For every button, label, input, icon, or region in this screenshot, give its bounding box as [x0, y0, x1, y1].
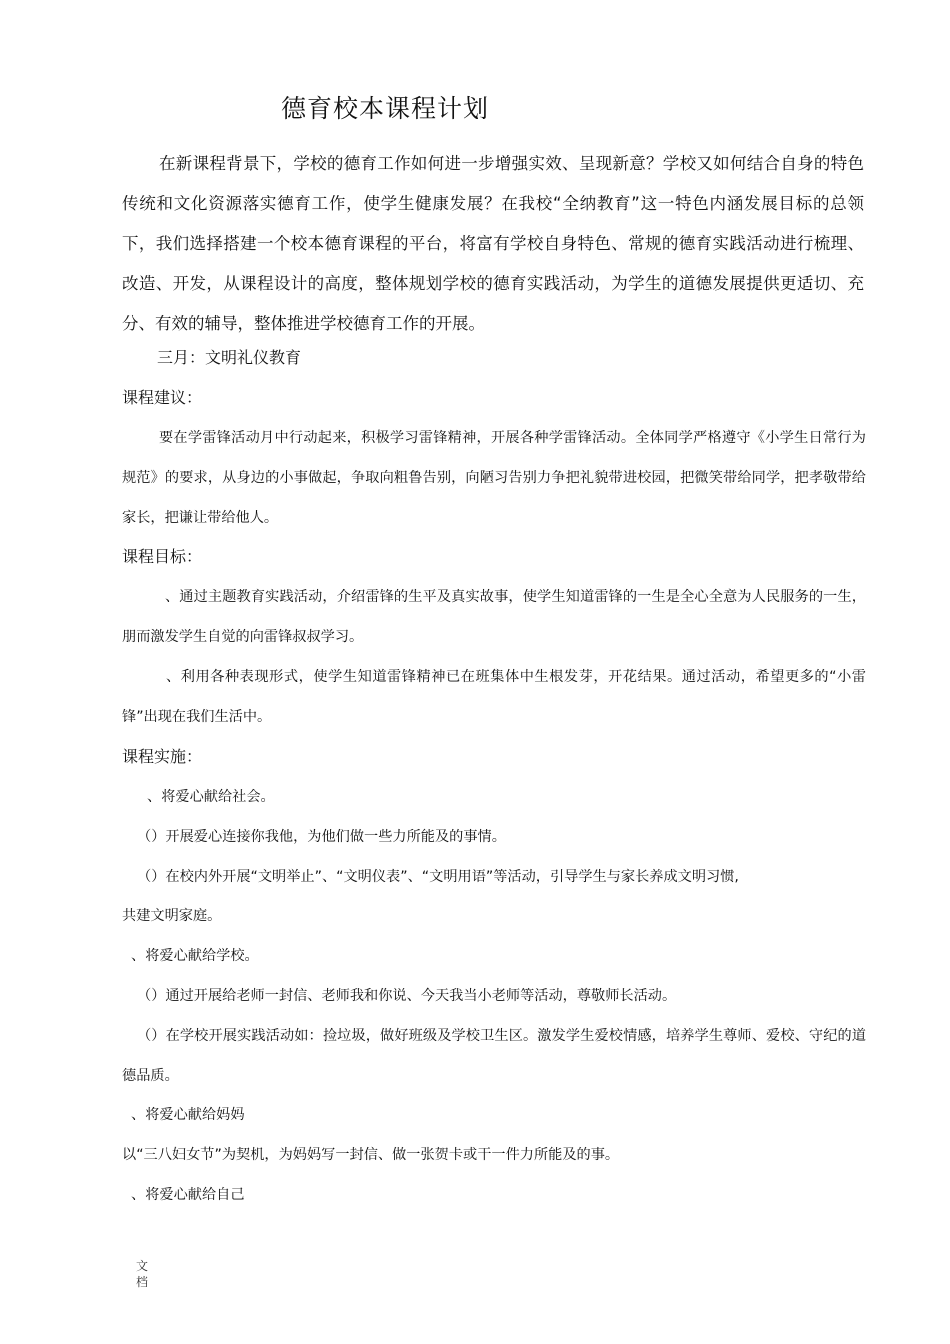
- footer-mark: 文档: [136, 1259, 149, 1289]
- impl-item-3-a: 以“三八妇女节”为契机，为妈妈写一封信、做一张贺卡或干一件力所能及的事。: [122, 1147, 620, 1163]
- suggestion-heading: 课程建议：: [122, 388, 203, 407]
- impl-item-1-b-continued: 共建文明家庭。: [122, 908, 222, 924]
- suggestion-paragraph: 要在学雷锋活动月中行动起来，积极学习雷锋精神，开展各种学雷锋活动。全体同学严格遵守《小学生日常行为规范》的要求，从身边的小事做起，争取向粗鲁告别，向陋习告别力争把礼貌带进校园，把微笑带给同学，把孝敬带给家长，把谦让带给他人。: [122, 430, 866, 526]
- document-title: 德育校本课程计划: [281, 94, 490, 123]
- impl-item-2-a: （）通过开展给老师一封信、老师我和你说、今天我当小老师等活动，尊敬师长活动。: [137, 988, 677, 1004]
- goal-item-2: 、利用各种表现形式，使学生知道雷锋精神已在班集体中生根发芽，开花结果。通过活动，希望更多的“小雷锋”出现在我们生活中。: [122, 669, 866, 725]
- impl-item-1-a: （）开展爱心连接你我他，为他们做一些力所能及的事情。: [137, 829, 506, 845]
- impl-item-2-b: （）在学校开展实践活动如：捡垃圾，做好班级及学校卫生区。激发学生爱校情感，培养学生尊师、爱校、守纪的道德品质。: [122, 1028, 866, 1084]
- impl-item-2-title: 、将爱心献给学校。: [131, 948, 259, 964]
- implementation-heading: 课程实施：: [122, 747, 203, 766]
- goal-heading: 课程目标：: [122, 547, 203, 566]
- intro-paragraph: 在新课程背景下，学校的德育工作如何进一步增强实效、呈现新意？学校又如何结合自身的特色传统和文化资源落实德育工作，使学生健康发展？在我校“全纳教育”这一特色内涵发展目标的总领下，我们选择搭建一个校本德育课程的平台，将富有学校自身特色、常规的德育实践活动进行梳理、改造、开发，从课程设计的高度，整体规划学校的德育实践活动，为学生的道德发展提供更适切、充分、有效的辅导，整体推进学校德育工作的开展。: [122, 154, 864, 333]
- goal-item-1: 、通过主题教育实践活动，介绍雷锋的生平及真实故事，使学生知道雷锋的一生是全心全意为人民服务的一生，朋而激发学生自觉的向雷锋叔叔学习。: [122, 589, 866, 645]
- month-heading: 三月：文明礼仪教育: [157, 348, 302, 367]
- impl-item-4-title: 、将爱心献给自己: [131, 1187, 245, 1203]
- impl-item-1-title: 、将爱心献给社会。: [147, 789, 275, 805]
- impl-item-1-b: （）在校内外开展“文明举止”、“文明仪表”、“文明用语”等活动，引导学生与家长养成文明习惯,: [137, 869, 739, 885]
- impl-item-3-title: 、将爱心献给妈妈: [131, 1107, 245, 1123]
